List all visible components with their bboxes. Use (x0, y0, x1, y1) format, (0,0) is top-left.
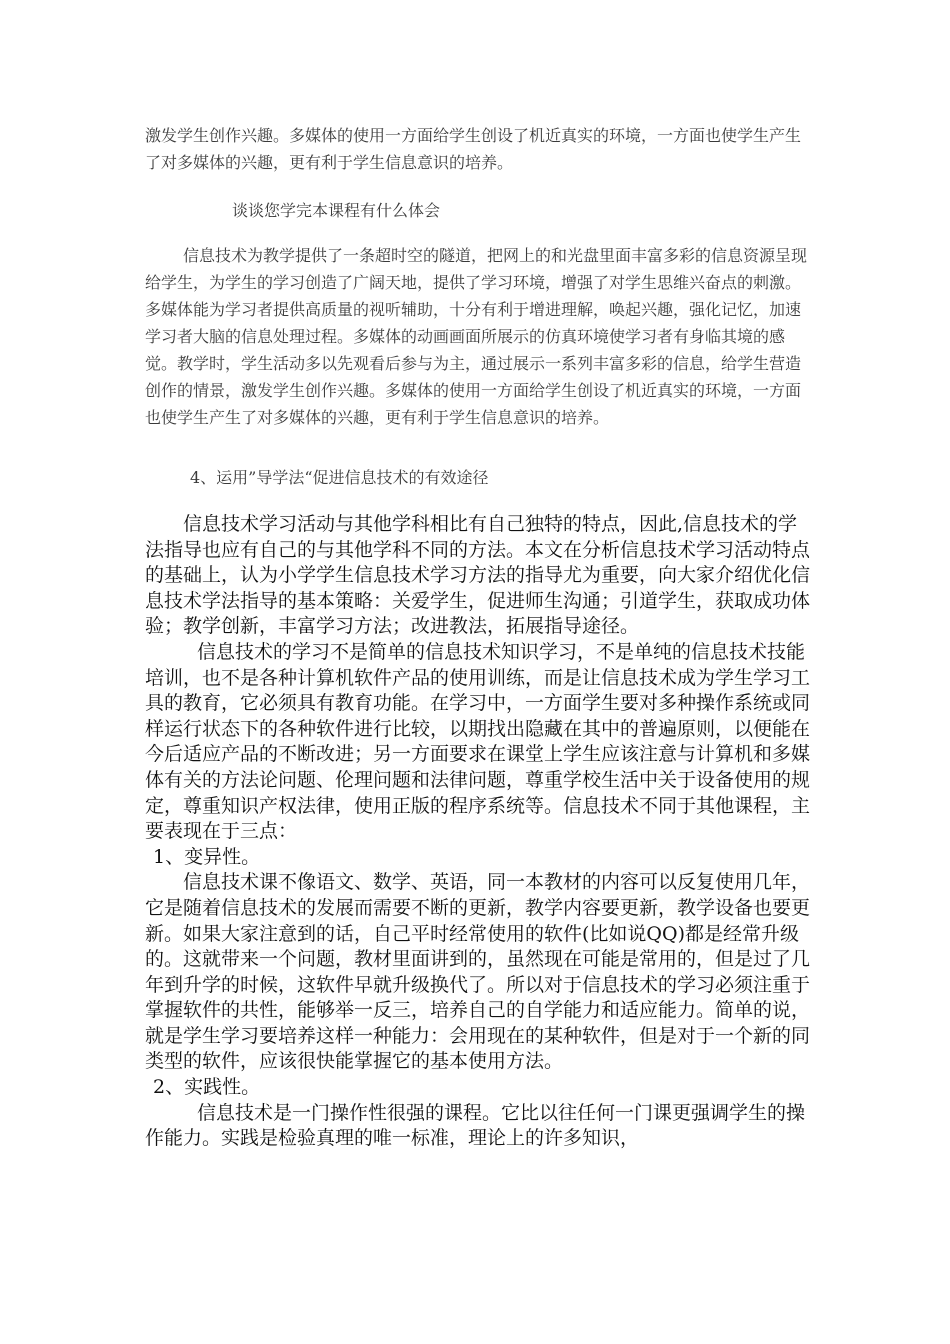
section-4-heading: 4、运用”导学法“促进信息技术的有效途径 (190, 468, 489, 487)
list-item-label-variability: 1、变异性。 (153, 845, 261, 868)
question-heading: 谈谈您学完本课程有什么体会 (232, 201, 441, 220)
list-item-label-practice: 2、实践性。 (153, 1076, 261, 1099)
body-paragraph-practice: 信息技术是一门操作性很强的课程。它比以往任何一门课更强调学生的操作能力。实践是检验真理的唯一标准，理论上的许多知识， (145, 1101, 806, 1150)
intro-paragraph: 激发学生创作兴趣。多媒体的使用一方面给学生创设了机近真实的环境，一方面也使学生产生了对多媒体的兴趣，更有利于学生信息意识的培养。 (145, 126, 802, 172)
body-paragraph-characteristics: 信息技术的学习不是简单的信息技术知识学习，不是单纯的信息技术技能培训，也不是各种计算机软件产品的使用训练，而是让信息技术成为学生学习工具的教育，它必须具有教育功能。在学习中，一方面学生要对多种操作系统或同样运行状态下的各种软件进行比较，以期找出隐藏在其中的普遍原则，以便能在今后适应产品的不断改进；另一方面要求在课堂上学生应该注意与计算机和多媒体有关的方法论问题、伦理问题和法律问题，尊重学校生活中关于设备使用的规定，尊重知识产权法律，使用正版的程序系统等。信息技术不同于其他课程，主要表现在于三点： (145, 640, 811, 843)
body-paragraph-variability: 信息技术课不像语文、数学、英语，同一本教材的内容可以反复使用几年，它是随着信息技术的发展而需要不断的更新，教学内容要更新，教学设备也要更新。如果大家注意到的话，自己平时经常使用的软件(比如说QQ)都是经常升级的。这就带来一个问题，教材里面讲到的，虽然现在可能是常用的，但是过了几年到升学的时候，这软件早就升级换代了。所以对于信息技术的学习必须注重于掌握软件的共性，能够举一反三，培养自己的自学能力和适应能力。简单的说，就是学生学习要培养这样一种能力：会用现在的某种软件，但是对于一个新的同类型的软件，应该很快能掌握它的基本使用方法。 (145, 871, 811, 1073)
answer-paragraph: 信息技术为教学提供了一条超时空的隧道，把网上的和光盘里面丰富多彩的信息资源呈现给学生，为学生的学习创造了广阔天地，提供了学习环境，增强了对学生思维兴奋点的刺激。多媒体能为学习者提供高质量的视听辅助，十分有利于增进理解，唤起兴趣，强化记忆，加速学习者大脑的信息处理过程。多媒体的动画画面所展示的仿真环境使学习者有身临其境的感觉。教学时，学生活动多以先观看后参与为主，通过展示一系列丰富多彩的信息，给学生营造创作的情景，激发学生创作兴趣。多媒体的使用一方面给学生创设了机近真实的环境，一方面也使学生产生了对多媒体的兴趣，更有利于学生信息意识的培养。 (145, 246, 808, 427)
section-4-body (145, 512, 813, 1152)
body-paragraph-strategy: 信息技术学习活动与其他学科相比有自己独特的特点，因此,信息技术的学法指导也应有自己的与其他学科不同的方法。本文在分析信息技术学习活动特点的基础上，认为小学学生信息技术学习方法的指导尤为重要，向大家介绍优化信息技术学法指导的基本策略：关爱学生，促进师生沟通；引道学生，获取成功体验；教学创新，丰富学习方法；改进教法，拓展指导途径。 (145, 513, 811, 638)
